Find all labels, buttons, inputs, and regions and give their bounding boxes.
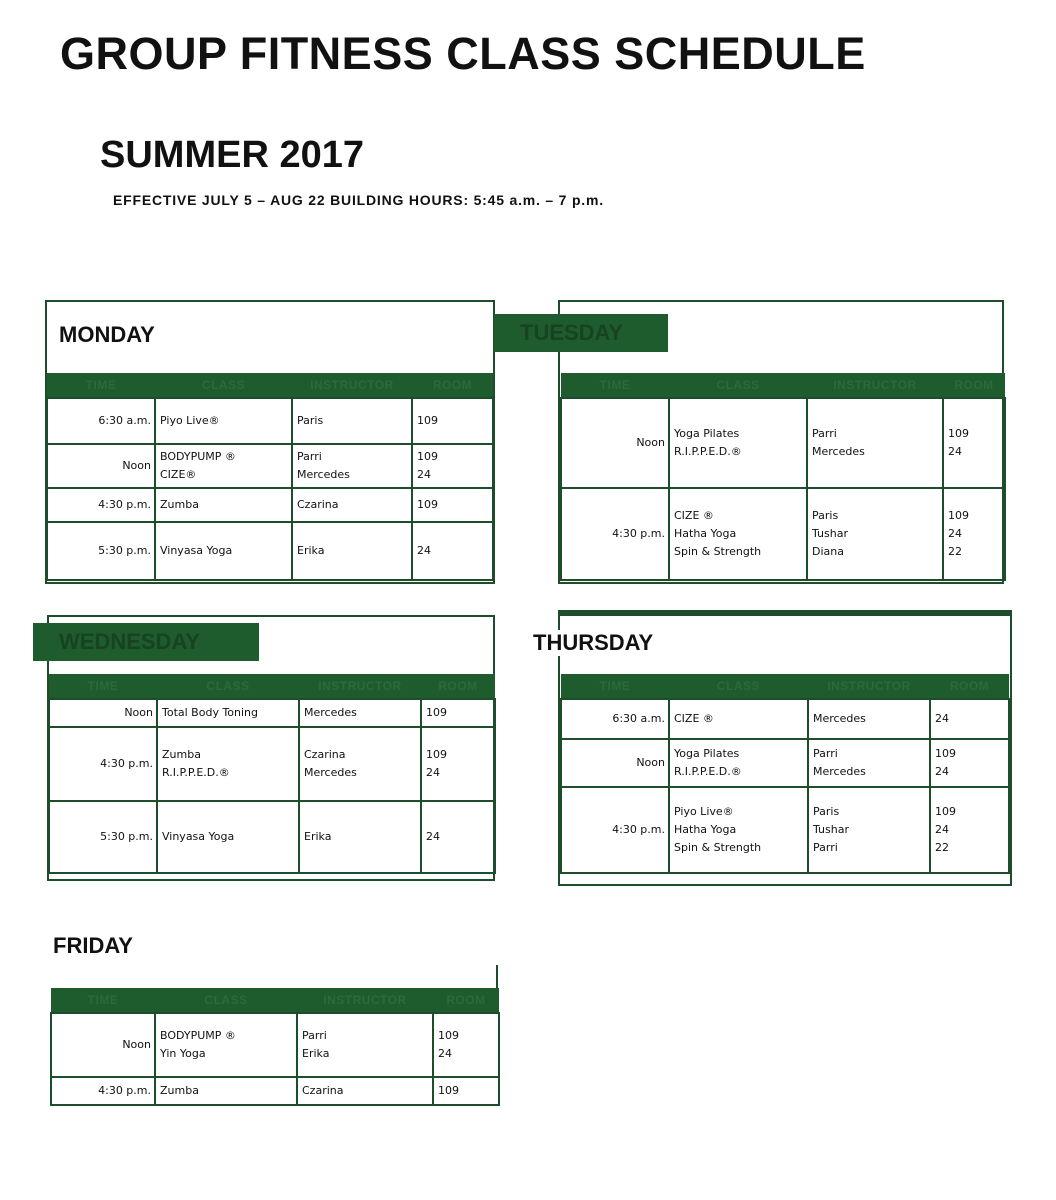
class-line: Zumba bbox=[160, 1084, 199, 1097]
time-cell: 5:30 p.m. bbox=[47, 522, 155, 580]
column-header-class: CLASS bbox=[155, 988, 297, 1013]
instructor-cell bbox=[807, 488, 943, 580]
room-cell bbox=[930, 699, 1009, 739]
class-cell bbox=[157, 727, 299, 801]
room-cell bbox=[421, 727, 495, 801]
room-cell bbox=[412, 488, 493, 522]
column-header-room: ROOM bbox=[412, 373, 493, 398]
instructor-cell bbox=[292, 444, 412, 488]
room-line: 109 bbox=[948, 509, 969, 522]
friday-heading: FRIDAY bbox=[53, 933, 133, 958]
room-line: 109 bbox=[417, 498, 438, 511]
room-line: 24 bbox=[948, 445, 962, 458]
thursday-table bbox=[560, 674, 1010, 874]
class-line: Spin & Strength bbox=[674, 545, 762, 558]
class-line: Total Body Toning bbox=[162, 706, 259, 719]
time-cell: Noon bbox=[51, 1013, 155, 1077]
class-cell bbox=[155, 1077, 297, 1105]
room-line: 109 bbox=[426, 748, 447, 761]
table-row bbox=[561, 739, 1009, 787]
instructor-line: Tushar bbox=[813, 823, 849, 836]
column-header-room: ROOM bbox=[421, 674, 495, 699]
instructor-cell bbox=[808, 739, 930, 787]
column-header-time: TIME bbox=[49, 674, 157, 699]
instructor-cell bbox=[292, 398, 412, 444]
room-line: 109 bbox=[426, 706, 447, 719]
instructor-cell bbox=[299, 699, 421, 727]
instructor-cell bbox=[299, 727, 421, 801]
time-cell: 4:30 p.m. bbox=[561, 488, 669, 580]
time-cell: Noon bbox=[47, 444, 155, 488]
time-cell: 4:30 p.m. bbox=[561, 787, 669, 873]
room-line: 109 bbox=[948, 427, 969, 440]
class-line: R.I.P.P.E.D.® bbox=[674, 445, 742, 458]
class-cell bbox=[157, 699, 299, 727]
room-cell bbox=[412, 398, 493, 444]
room-line: 109 bbox=[417, 450, 438, 463]
table-row bbox=[49, 801, 495, 873]
table-row bbox=[561, 398, 1005, 488]
class-cell bbox=[155, 1013, 297, 1077]
room-cell bbox=[421, 801, 495, 873]
column-header-room: ROOM bbox=[943, 373, 1005, 398]
room-line: 24 bbox=[935, 765, 949, 778]
wednesday-table bbox=[48, 674, 496, 874]
class-line: Vinyasa Yoga bbox=[160, 544, 233, 557]
class-cell bbox=[155, 488, 292, 522]
effective-dates: EFFECTIVE JULY 5 – AUG 22 BUILDING HOURS: 5:45 a.m. – 7 p.m. bbox=[113, 192, 604, 208]
column-header-class: CLASS bbox=[669, 373, 807, 398]
room-line: 22 bbox=[948, 545, 962, 558]
table-row bbox=[47, 444, 493, 488]
monday-table bbox=[46, 373, 494, 581]
class-cell bbox=[155, 444, 292, 488]
instructor-line: Mercedes bbox=[813, 765, 866, 778]
room-line: 109 bbox=[438, 1029, 459, 1042]
time-cell: 6:30 a.m. bbox=[561, 699, 669, 739]
table-row bbox=[561, 488, 1005, 580]
class-line: R.I.P.P.E.D.® bbox=[162, 766, 230, 779]
instructor-line: Diana bbox=[812, 545, 844, 558]
class-line: CIZE ® bbox=[674, 509, 714, 522]
room-line: 109 bbox=[935, 805, 956, 818]
tuesday-table bbox=[560, 373, 1006, 581]
room-line: 24 bbox=[426, 766, 440, 779]
class-line: Piyo Live® bbox=[160, 414, 220, 427]
room-line: 109 bbox=[438, 1084, 459, 1097]
instructor-line: Erika bbox=[304, 830, 332, 843]
room-line: 24 bbox=[417, 468, 431, 481]
table-row bbox=[47, 522, 493, 580]
column-header-time: TIME bbox=[47, 373, 155, 398]
instructor-cell bbox=[299, 801, 421, 873]
room-line: 109 bbox=[935, 747, 956, 760]
class-line: CIZE ® bbox=[674, 712, 714, 725]
instructor-cell bbox=[807, 398, 943, 488]
instructor-line: Mercedes bbox=[304, 706, 357, 719]
instructor-cell bbox=[297, 1013, 433, 1077]
instructor-line: Parri bbox=[812, 427, 837, 440]
room-cell bbox=[433, 1077, 499, 1105]
class-line: Hatha Yoga bbox=[674, 823, 737, 836]
room-cell bbox=[412, 444, 493, 488]
column-header-instructor: INSTRUCTOR bbox=[292, 373, 412, 398]
time-cell: Noon bbox=[561, 739, 669, 787]
header-row bbox=[51, 988, 499, 1013]
table-row bbox=[47, 488, 493, 522]
table-row bbox=[47, 398, 493, 444]
time-cell: 4:30 p.m. bbox=[51, 1077, 155, 1105]
column-header-class: CLASS bbox=[157, 674, 299, 699]
class-line: Vinyasa Yoga bbox=[162, 830, 235, 843]
time-cell: 5:30 p.m. bbox=[49, 801, 157, 873]
class-line: Yin Yoga bbox=[160, 1047, 206, 1060]
instructor-line: Paris bbox=[812, 509, 839, 522]
instructor-line: Czarina bbox=[297, 498, 339, 511]
room-cell bbox=[421, 699, 495, 727]
instructor-line: Mercedes bbox=[812, 445, 865, 458]
class-cell bbox=[669, 488, 807, 580]
column-header-time: TIME bbox=[561, 674, 669, 699]
room-line: 24 bbox=[948, 527, 962, 540]
column-header-instructor: INSTRUCTOR bbox=[297, 988, 433, 1013]
room-cell bbox=[943, 488, 1005, 580]
class-line: Hatha Yoga bbox=[674, 527, 737, 540]
header-row bbox=[49, 674, 495, 699]
table-row bbox=[49, 727, 495, 801]
class-cell bbox=[155, 522, 292, 580]
room-cell bbox=[930, 787, 1009, 873]
time-cell: 4:30 p.m. bbox=[47, 488, 155, 522]
class-line: BODYPUMP ® bbox=[160, 1029, 236, 1042]
instructor-line: Mercedes bbox=[297, 468, 350, 481]
column-header-time: TIME bbox=[561, 373, 669, 398]
class-cell bbox=[155, 398, 292, 444]
room-line: 24 bbox=[426, 830, 440, 843]
time-cell: Noon bbox=[49, 699, 157, 727]
room-line: 24 bbox=[417, 544, 431, 557]
table-row bbox=[49, 699, 495, 727]
instructor-cell bbox=[292, 522, 412, 580]
room-cell bbox=[412, 522, 493, 580]
class-line: Yoga Pilates bbox=[674, 427, 740, 440]
class-line: Zumba bbox=[160, 498, 199, 511]
class-line: Piyo Live® bbox=[674, 805, 734, 818]
instructor-line: Czarina bbox=[304, 748, 346, 761]
instructor-line: Parri bbox=[302, 1029, 327, 1042]
instructor-line: Erika bbox=[297, 544, 325, 557]
friday-frame bbox=[496, 965, 498, 989]
room-line: 22 bbox=[935, 841, 949, 854]
class-line: BODYPUMP ® bbox=[160, 450, 236, 463]
instructor-line: Mercedes bbox=[813, 712, 866, 725]
room-line: 24 bbox=[935, 823, 949, 836]
table-row bbox=[561, 699, 1009, 739]
column-header-class: CLASS bbox=[669, 674, 808, 699]
class-cell bbox=[669, 398, 807, 488]
instructor-line: Parri bbox=[297, 450, 322, 463]
table-row bbox=[51, 1013, 499, 1077]
class-cell bbox=[669, 787, 808, 873]
instructor-line: Mercedes bbox=[304, 766, 357, 779]
column-header-instructor: INSTRUCTOR bbox=[807, 373, 943, 398]
instructor-line: Erika bbox=[302, 1047, 330, 1060]
instructor-line: Paris bbox=[297, 414, 324, 427]
room-line: 24 bbox=[438, 1047, 452, 1060]
room-cell bbox=[433, 1013, 499, 1077]
column-header-instructor: INSTRUCTOR bbox=[808, 674, 930, 699]
instructor-line: Parri bbox=[813, 841, 838, 854]
tuesday-heading: TUESDAY bbox=[494, 314, 668, 352]
class-cell bbox=[669, 699, 808, 739]
time-cell: 6:30 a.m. bbox=[47, 398, 155, 444]
room-line: 109 bbox=[417, 414, 438, 427]
page-title: GROUP FITNESS CLASS SCHEDULE bbox=[60, 28, 866, 79]
class-line: Yoga Pilates bbox=[674, 747, 740, 760]
class-line: Zumba bbox=[162, 748, 201, 761]
header-row bbox=[47, 373, 493, 398]
instructor-cell bbox=[297, 1077, 433, 1105]
column-header-room: ROOM bbox=[433, 988, 499, 1013]
thursday-heading: THURSDAY bbox=[533, 630, 654, 655]
room-line: 24 bbox=[935, 712, 949, 725]
instructor-cell bbox=[292, 488, 412, 522]
instructor-line: Parri bbox=[813, 747, 838, 760]
time-cell: 4:30 p.m. bbox=[49, 727, 157, 801]
class-cell bbox=[669, 739, 808, 787]
column-header-room: ROOM bbox=[930, 674, 1009, 699]
class-cell bbox=[157, 801, 299, 873]
room-cell bbox=[943, 398, 1005, 488]
class-line: Spin & Strength bbox=[674, 841, 762, 854]
instructor-cell bbox=[808, 699, 930, 739]
wednesday-heading: WEDNESDAY bbox=[33, 623, 259, 661]
column-header-class: CLASS bbox=[155, 373, 292, 398]
monday-heading: MONDAY bbox=[59, 322, 155, 347]
column-header-instructor: INSTRUCTOR bbox=[299, 674, 421, 699]
time-cell: Noon bbox=[561, 398, 669, 488]
instructor-line: Czarina bbox=[302, 1084, 344, 1097]
class-line: R.I.P.P.E.D.® bbox=[674, 765, 742, 778]
season-subtitle: SUMMER 2017 bbox=[100, 134, 364, 176]
table-row bbox=[51, 1077, 499, 1105]
header-row bbox=[561, 373, 1005, 398]
instructor-line: Tushar bbox=[812, 527, 848, 540]
column-header-time: TIME bbox=[51, 988, 155, 1013]
class-line: CIZE® bbox=[160, 468, 197, 481]
room-cell bbox=[930, 739, 1009, 787]
instructor-line: Paris bbox=[813, 805, 840, 818]
friday-table bbox=[50, 988, 500, 1106]
header-row bbox=[561, 674, 1009, 699]
instructor-cell bbox=[808, 787, 930, 873]
table-row bbox=[561, 787, 1009, 873]
